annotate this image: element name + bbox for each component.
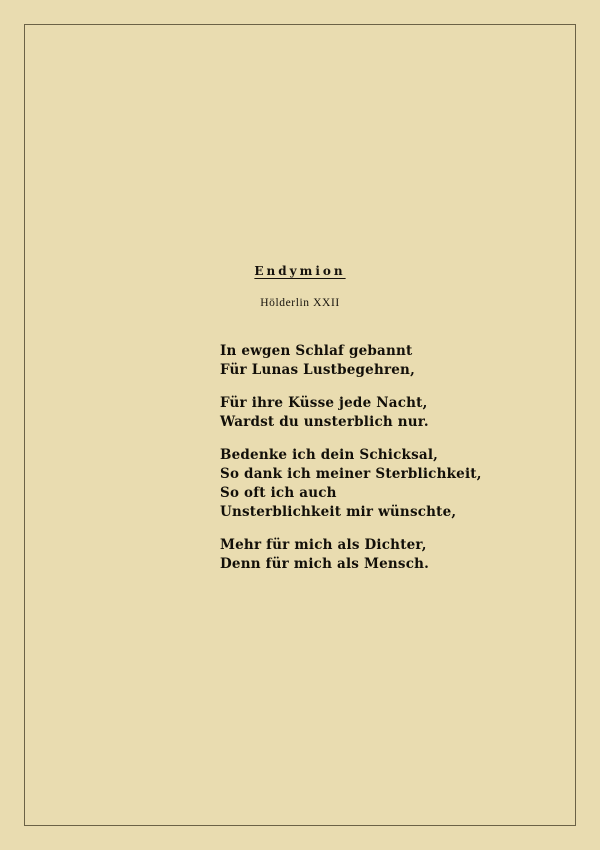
poem-line: Wardst du unsterblich nur. <box>220 414 429 430</box>
poem-stanza <box>220 446 550 522</box>
poem-line: So dank ich meiner Sterblichkeit, <box>220 466 482 482</box>
poem-line: Denn für mich als Mensch. <box>220 556 430 572</box>
poem-author: Hölderlin XXII <box>260 297 340 309</box>
poem-line: So oft ich auch <box>220 485 337 501</box>
poem-body <box>220 342 550 574</box>
poem-stanza <box>220 394 550 432</box>
poem-line: Bedenke ich dein Schicksal, <box>220 447 439 463</box>
poem-title: Endymion <box>254 264 346 278</box>
poem-line: Mehr für mich als Dichter, <box>220 537 427 553</box>
poem-line: In ewgen Schlaf gebannt <box>220 343 413 359</box>
poem-line: Für Lunas Lustbegehren, <box>220 362 415 378</box>
poem-line: Für ihre Küsse jede Nacht, <box>220 395 428 411</box>
poem-stanza <box>220 342 550 380</box>
page-content <box>24 24 576 826</box>
poem-line: Unsterblichkeit mir wünschte, <box>220 504 457 520</box>
poem-stanza <box>220 536 550 574</box>
